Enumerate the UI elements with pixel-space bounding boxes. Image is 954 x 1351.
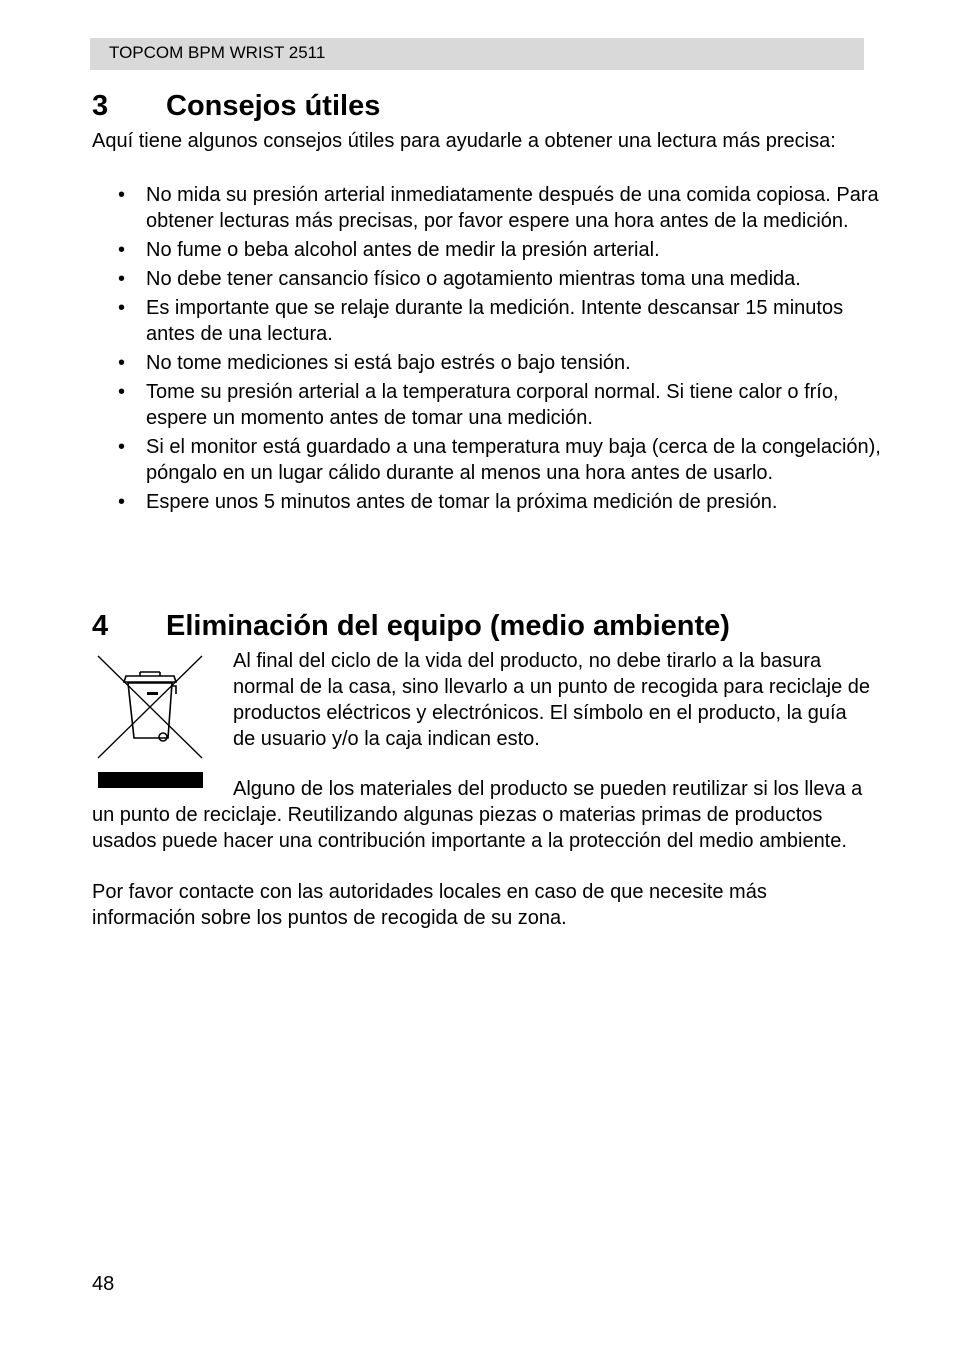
bullet: • — [118, 381, 126, 403]
disposal-paragraph-3: Por favor contacte con las autoridades locales en caso de que necesite más información sobre los puntos de recogida de su zona. — [92, 881, 767, 929]
disposal-paragraph-2 — [92, 776, 872, 854]
tip-text: Espere unos 5 minutos antes de tomar la próxima medición de presión. — [146, 491, 778, 513]
bullet: • — [118, 491, 126, 513]
bullet: • — [118, 297, 126, 319]
section-3-intro: Aquí tiene algunos consejos útiles para ayudarle a obtener una lectura más precisa: — [92, 130, 836, 152]
header-bar — [90, 38, 864, 70]
tip-text: No mida su presión arterial inmediatamente después de una comida copiosa. Para obtener lecturas más precisas, por favor espere una hora antes de la medición. — [146, 184, 879, 232]
page-number: 48 — [92, 1273, 115, 1295]
list-item — [92, 350, 882, 376]
disposal-paragraph-1: Al final del ciclo de la vida del producto, no debe tirarlo a la basura normal de la casa, sino llevarlo a un punto de recogida para reciclaje de productos eléctricos y electrónicos. El símbolo en el producto, la guía de usuario y/o la caja indican esto. — [233, 650, 871, 750]
section-4-title: Eliminación del equipo (medio ambiente) — [166, 610, 730, 642]
bullet: • — [118, 352, 126, 374]
tip-text: Si el monitor está guardado a una temperatura muy baja (cerca de la congelación), póngalo en un lugar cálido durante al menos una hora antes de usarlo. — [146, 436, 881, 484]
disposal-paragraph-2-text: Alguno de los materiales del producto se pueden reutilizar si los lleva a un punto de reciclaje. Reutilizando algunas piezas o materias primas de productos usados puede hacer una contribución importante a la protección del medio ambiente. — [92, 778, 863, 852]
list-item — [92, 489, 882, 515]
crossed-out-wheelie-bin-icon — [96, 652, 204, 789]
bullet: • — [118, 436, 126, 458]
list-item — [92, 182, 882, 234]
list-item — [92, 237, 882, 263]
section-3-number: 3 — [92, 90, 109, 122]
bullet: • — [118, 184, 126, 206]
tip-text: No tome mediciones si está bajo estrés o bajo tensión. — [146, 352, 631, 374]
list-item — [92, 266, 882, 292]
tip-text: No debe tener cansancio físico o agotamiento mientras toma una medida. — [146, 268, 801, 290]
bullet: • — [118, 239, 126, 261]
section-3-heading — [92, 89, 380, 123]
tip-text: Tome su presión arterial a la temperatura corporal normal. Si tiene calor o frío, espere un momento antes de tomar una medición. — [146, 381, 839, 429]
list-item — [92, 434, 882, 486]
list-item — [92, 295, 882, 347]
tip-text: Es importante que se relaje durante la medición. Intente descansar 15 minutos antes de una lectura. — [146, 297, 844, 345]
list-item — [92, 379, 882, 431]
bullet: • — [118, 268, 126, 290]
header-title: TOPCOM BPM WRIST 2511 — [109, 43, 326, 62]
tips-list — [92, 182, 882, 518]
section-4-number: 4 — [92, 610, 109, 642]
section-3-title: Consejos útiles — [166, 90, 381, 122]
section-4-heading — [92, 609, 730, 643]
tip-text: No fume o beba alcohol antes de medir la presión arterial. — [146, 239, 660, 261]
